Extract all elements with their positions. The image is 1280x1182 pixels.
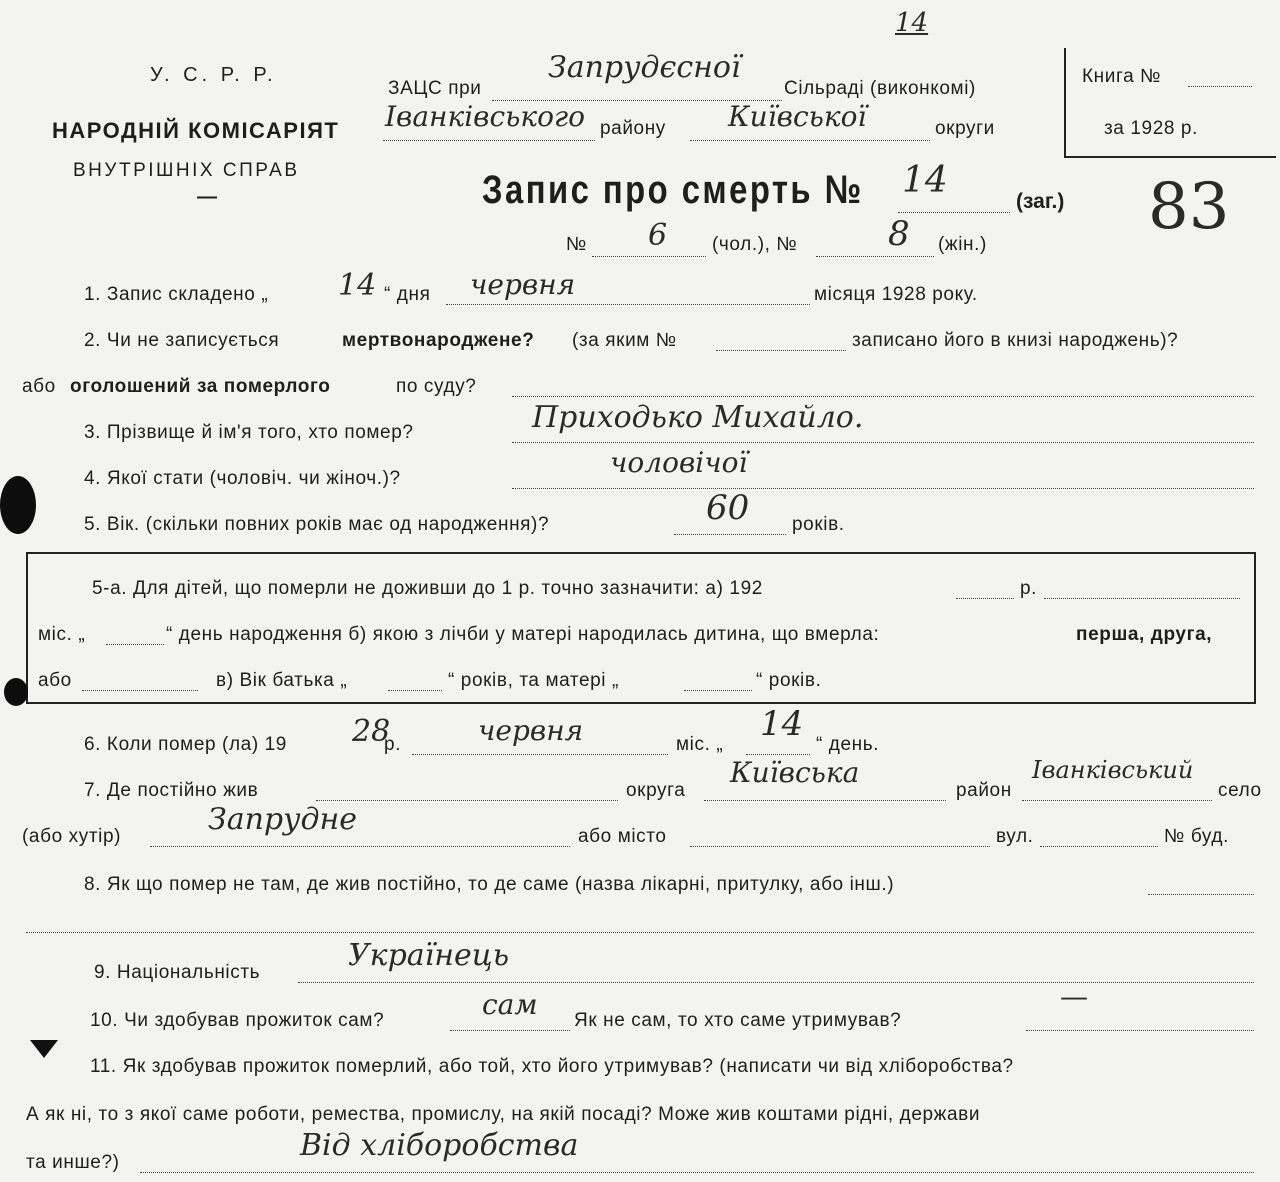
header-dash: — <box>197 186 217 208</box>
f6-mis: міс. „ <box>676 734 724 755</box>
female-label: (жін.) <box>938 234 987 255</box>
f3-value: Приходько Михайло. <box>532 400 864 435</box>
raion-line <box>383 140 595 141</box>
f2-c: (за яким № <box>572 330 677 351</box>
child-line3-c: “ років, та матері „ <box>448 670 619 691</box>
male-number: 6 <box>648 218 668 253</box>
f7-selo: село <box>1218 780 1262 801</box>
f3-label: 3. Прізвище й ім'я того, хто помер? <box>84 422 414 443</box>
title-number-line <box>898 212 1010 213</box>
f2b-c: по суду? <box>396 376 477 397</box>
f1-month-line <box>446 304 810 305</box>
f10-line <box>450 1030 570 1031</box>
f8-label: 8. Як що помер не там, де жив постійно, то де саме (назва лікарні, притулку, або інш.) <box>84 874 895 895</box>
village-value: Запрудєсної <box>548 50 741 85</box>
f6-den: “ день. <box>816 734 880 755</box>
council-label: Сільраді (виконкомі) <box>784 78 976 99</box>
f10-support-line <box>1026 1030 1254 1031</box>
f11-b: А як ні, то з якої саме роботи, ремества, промислу, на якій посаді? Може жив коштами рідні, держави <box>26 1104 981 1125</box>
f1-day: 14 <box>338 268 377 303</box>
child-line2-b: “ день народження б) якою з лічби у матері народилась дитина, що вмерла: <box>166 624 880 645</box>
okruha-label: округи <box>935 118 995 139</box>
f7-okruha-line <box>704 800 946 801</box>
page-number: 14 <box>895 8 929 38</box>
f1-label: 1. Запис складено „ <box>84 284 269 305</box>
f10-mid: Як не сам, то хто саме утримував? <box>574 1010 902 1031</box>
f9-label: 9. Національність <box>94 962 261 983</box>
f7-label: 7. Де постійно жив <box>84 780 259 801</box>
title-number: 14 <box>902 160 948 201</box>
f4-value: чоловічої <box>610 446 748 479</box>
f2-number-line <box>716 350 846 351</box>
f7b-bud: № буд. <box>1164 826 1229 847</box>
child-line2-a: міс. „ <box>38 624 86 645</box>
f11-a: 11. Як здобував прожиток померлий, або той, хто його утримував? (написати чи від хліборобства? <box>90 1056 1014 1077</box>
f10-label: 10. Чи здобував прожиток сам? <box>90 1010 385 1031</box>
f7-raion-line <box>1022 800 1212 801</box>
f2b-b: оголошений за померлого <box>70 376 331 397</box>
f8-line-a <box>1148 894 1254 895</box>
book-label: Книга № <box>1082 66 1162 87</box>
f5-label: 5. Вік. (скільки повних років має од народження)? <box>84 514 550 535</box>
f8-line-b <box>26 932 1254 933</box>
f4-label: 4. Якої стати (чоловіч. чи жіноч.)? <box>84 468 401 489</box>
female-number-line <box>816 256 934 257</box>
father-age-line <box>388 690 442 691</box>
f7b-street-line <box>1040 846 1158 847</box>
okruha-value: Київської <box>728 100 867 133</box>
f10-value: сам <box>482 988 538 1021</box>
document-title: Запис про смерть № <box>482 168 864 212</box>
commissariat-heading: НАРОДНІЙ КОМІСАРІЯТ <box>52 118 340 143</box>
f1-end: місяця 1928 року. <box>814 284 978 305</box>
male-label: (чол.), № <box>712 234 798 255</box>
f7-raion: район <box>956 780 1012 801</box>
child-line2-c: перша, друга, <box>1076 624 1213 645</box>
okruha-line <box>690 140 930 141</box>
f7-address-line <box>316 800 618 801</box>
f2b-line <box>512 396 1254 397</box>
ink-mark <box>30 1040 58 1058</box>
zacs-label: ЗАЦС при <box>388 78 482 99</box>
f6-label: 6. Коли помер (ла) 19 <box>84 734 287 755</box>
side-number: 83 <box>1148 170 1230 244</box>
f6-day-line <box>746 754 810 755</box>
female-number: 8 <box>888 214 910 254</box>
f9-line <box>298 982 1254 983</box>
f7b-city-line <box>690 846 990 847</box>
f6-year: 28 <box>352 714 391 749</box>
f2-a: 2. Чи не записується <box>84 330 280 351</box>
f5-value: 60 <box>706 488 750 528</box>
raion-label: району <box>600 118 666 139</box>
f3-line <box>512 442 1254 443</box>
f7-raion-value: Іванківський <box>1032 756 1194 784</box>
child-line1-tail <box>1044 598 1240 599</box>
f7b-label: (або хутір) <box>22 826 122 847</box>
f6-r: р. <box>384 734 402 755</box>
book-year-label: за 1928 р. <box>1104 118 1198 139</box>
title-suffix: (заг.) <box>1016 190 1065 213</box>
f4-line <box>512 488 1254 489</box>
child-line3-d: “ років. <box>756 670 822 691</box>
book-number-line <box>1188 86 1252 87</box>
f9-value: Українець <box>348 938 510 973</box>
f6-month-line <box>412 754 668 755</box>
book-box <box>1064 48 1276 158</box>
f2-d: записано його в книзі народжень)? <box>852 330 1179 351</box>
male-number-line <box>592 256 706 257</box>
child-line3-a: або <box>38 670 72 691</box>
f2b-a: або <box>22 376 56 397</box>
f7b-value: Запрудне <box>208 802 358 837</box>
f11-c: та инше?) <box>26 1152 120 1173</box>
f7b-village-line <box>150 846 570 847</box>
f7b-vul: вул. <box>996 826 1034 847</box>
child-line1-a: 5-а. Для дітей, що померли не доживши до 1 р. точно зазначити: а) 192 <box>92 578 763 599</box>
raion-value: Іванківського <box>385 100 585 133</box>
f11-value: Від хліборобства <box>300 1128 579 1163</box>
f5-unit: років. <box>792 514 845 535</box>
mother-age-line <box>684 690 752 691</box>
number-label-1: № <box>566 234 587 255</box>
binding-hole-mark <box>0 476 36 534</box>
f2-b: мертвонароджене? <box>342 330 535 351</box>
child-month-line <box>106 644 164 645</box>
f5-line <box>674 534 786 535</box>
f6-day: 14 <box>760 704 804 744</box>
child-line3-b: в) Вік батька „ <box>216 670 348 691</box>
child-order-line <box>82 690 198 691</box>
f1-mid: “ дня <box>384 284 431 305</box>
f1-month: червня <box>470 268 576 301</box>
child-line1-b: р. <box>1020 578 1038 599</box>
f10-dash: — <box>1060 980 1088 1013</box>
f7b-misto: або місто <box>578 826 667 847</box>
binding-hole-mark-2 <box>4 678 28 706</box>
f11-line <box>140 1172 1254 1173</box>
department-heading: ВНУТРІШНІХ СПРАВ <box>73 160 300 181</box>
f6-month: червня <box>478 714 584 747</box>
child-year-line <box>956 598 1014 599</box>
republic-label: У. С. Р. Р. <box>150 64 277 86</box>
f7-okruha-value: Київська <box>730 756 860 789</box>
f7-okruha: округа <box>626 780 686 801</box>
